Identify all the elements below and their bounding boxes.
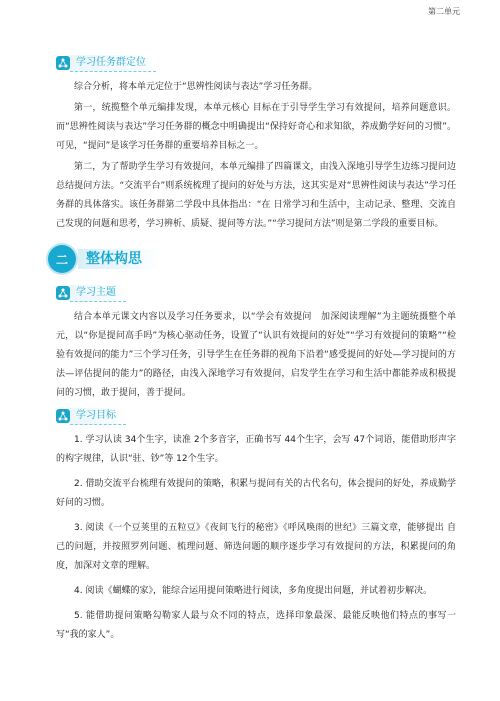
network-icon (56, 409, 70, 423)
network-icon (56, 56, 70, 70)
goal-item: 1. 学习认读 34个生字，读准 2个多音字，正确书写 44个生字，会写 47个词语，能借助形声字的构字规律，认识“驻、钞”等 12个生字。 (56, 435, 456, 464)
paragraph: 结合本单元课文内容以及学习任务要求，以“学会有效提问 加深阅读理解”为主题统摄整个单元，以“你是提问高手吗”为核心驱动任务，设置了“认识有效提问的好处”“学习有效提问的策略”“检验有效提问的能力”三个学习任务，引导学生在任务群的视角下沿着“感受提问的好处—学习提问的方法—评估提问的能力”的路径，由浅入深地学习有效提问，启发学生在学习和生活中都能养成积极提问的习惯，敢于提问，善于提问。 (56, 312, 456, 398)
goal-item: 5. 能借助提问策略勾勒家人最与众不同的特点，选择印象最深、最能反映他们特点的事写一写“我的家人”。 (56, 611, 456, 640)
section-title: 学习任务群定位 (70, 55, 156, 72)
section-title: 学习目标 (70, 408, 126, 425)
paragraph: 综合分析，将本单元定位于“思辨性阅读与表达”学习任务群。 (74, 82, 318, 92)
page-content (56, 54, 456, 645)
unit-label: 第二单元 (428, 7, 460, 16)
paragraph: 第一，统揽整个单元编排发现，本单元核心 目标在于引导学生学习有效提问，培养问题意识。而“思辨性阅读与表达”学习任务群的概念中明确提出“保持好奇心和求知欲，养成勤学好问的习惯”。可见，“提问”是该学习任务群的重要培养目标之一。 (56, 103, 456, 151)
goal-item: 4. 阅读《蝴蝶的家》，能综合运用提问策略进行阅读，多角度提出问题，并试着初步解决。 (74, 586, 432, 596)
section-heading-theme (56, 284, 456, 302)
major-section-title: 整体构思 (78, 249, 160, 269)
section-heading-goals (56, 407, 456, 425)
goal-item: 2. 借助交流平台梳理有效提问的策略，积累与提问有关的古代名句，体会提问的好处，养成勤学好问的习惯。 (56, 479, 456, 508)
section-title: 学习主题 (70, 285, 126, 302)
network-icon (56, 286, 70, 300)
paragraph: 第二，为了帮助学生学习有效提问，本单元编排了四篇课文，由浅入深地引导学生边练习提问边总结提问方法。“交流平台”则系统梳理了提问的好处与方法，这其实是对“思辨性阅读与表达”学习任务群的具体落实。该任务群第二学段中具体指出：“在 日常学习和生活中，主动记录、整理、交流自己发现的问题和思考，学习辨析、质疑、提问等方法。”“学习提问方法”则是第二学段的重要目标。 (56, 162, 456, 229)
section-heading-task-group (56, 54, 456, 72)
major-section-heading (48, 244, 456, 274)
goal-item: 3. 阅读《一个豆荚里的五粒豆》《夜间飞行的秘密》《呼风唤雨的世纪》三篇文章，能够提出 自己的问题，并按照罗列问题、梳理问题、筛选问题的顺序逐步学习有效提问的方法，积累提问的角度，加深对文章的理解。 (56, 523, 456, 571)
section-number-badge: 二 (48, 245, 76, 273)
